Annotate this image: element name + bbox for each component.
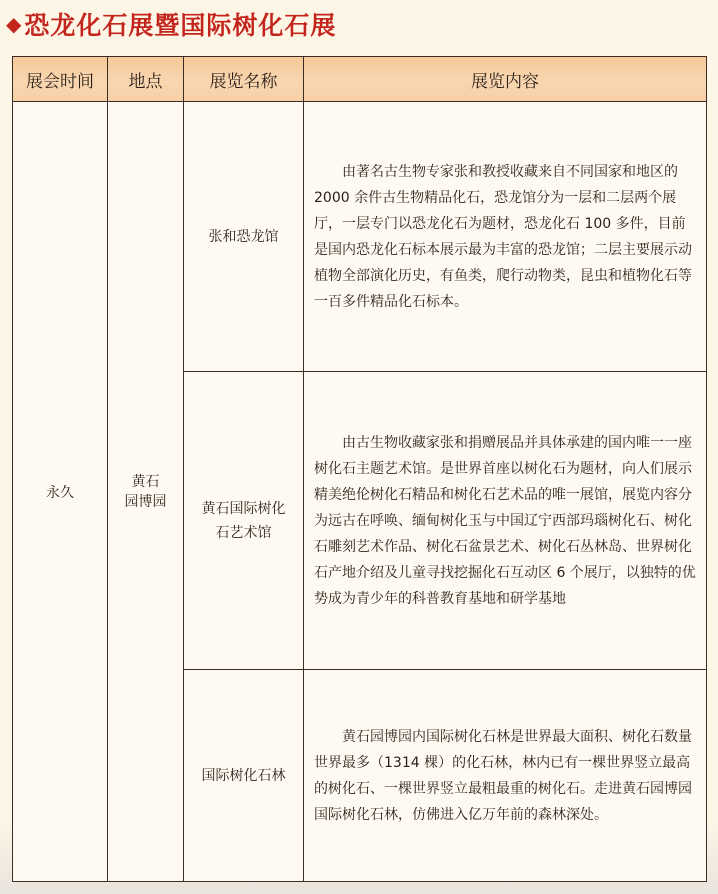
exhibition-name-line: 黄石国际树化 — [201, 500, 286, 517]
page-title-text: 恐龙化石展暨国际树化石展 — [24, 11, 337, 40]
location-line: 黄石 — [131, 473, 160, 490]
exhibition-name-line: 张和恐龙馆 — [208, 228, 279, 245]
cell-exhibition-content: 黄石园博园内国际树化石林是世界最大面积、树化石数量世界最多（1314 棵）的化石林，林内已有一棵世界竖立最高的树化石、一棵世界竖立最粗最重的树化石。走进黄石园博园国际树化石林，仿佛进入亿万年前的森林深处。 — [304, 670, 707, 882]
exhibition-name-line: 国际树化石林 — [201, 767, 286, 784]
cell-exhibition-content: 由著名古生物专家张和教授收藏来自不同国家和地区的 2000 余件古生物精品化石，恐龙馆分为一层和二层两个展厅，一层专门以恐龙化石为题材，恐龙化石 100 多件，目前是国内恐龙化石标本展示最为丰富的恐龙馆；二层主要展示动植物全部演化历史，有鱼类，爬行动物类，昆虫和植物化石等一百多件精品化石标本。 — [304, 102, 707, 372]
exhibition-table — [12, 56, 707, 882]
location-line: 园博园 — [124, 493, 167, 510]
diamond-icon: ◆ — [6, 12, 23, 36]
page-title — [6, 4, 336, 44]
table-header-row — [13, 57, 707, 102]
cell-exhibition-name — [184, 372, 304, 670]
header-exhibition-name: 展览名称 — [184, 57, 304, 102]
cell-location — [108, 102, 184, 882]
cell-exhibition-name — [184, 102, 304, 372]
table-row — [13, 102, 707, 372]
cell-exhibition-content: 由古生物收藏家张和捐赠展品并具体承建的国内唯一一座树化石主题艺术馆。是世界首座以树化石为题材，向人们展示精美绝伦树化石精品和树化石艺术品的唯一展馆，展览内容分为远古在呼唤、缅甸树化玉与中国辽宁西部玛瑙树化石、树化石雕刻艺术作品、树化石盆景艺术、树化石丛林岛、世界树化石产地介绍及儿童寻找挖掘化石互动区 6 个展厅，以独特的优势成为青少年的科普教育基地和研学基地 — [304, 372, 707, 670]
header-exhibition-content: 展览内容 — [304, 57, 707, 102]
cell-time: 永久 — [13, 102, 108, 882]
cell-exhibition-name — [184, 670, 304, 882]
header-location: 地点 — [108, 57, 184, 102]
exhibition-name-line: 石艺术馆 — [215, 524, 272, 541]
header-time: 展会时间 — [13, 57, 108, 102]
